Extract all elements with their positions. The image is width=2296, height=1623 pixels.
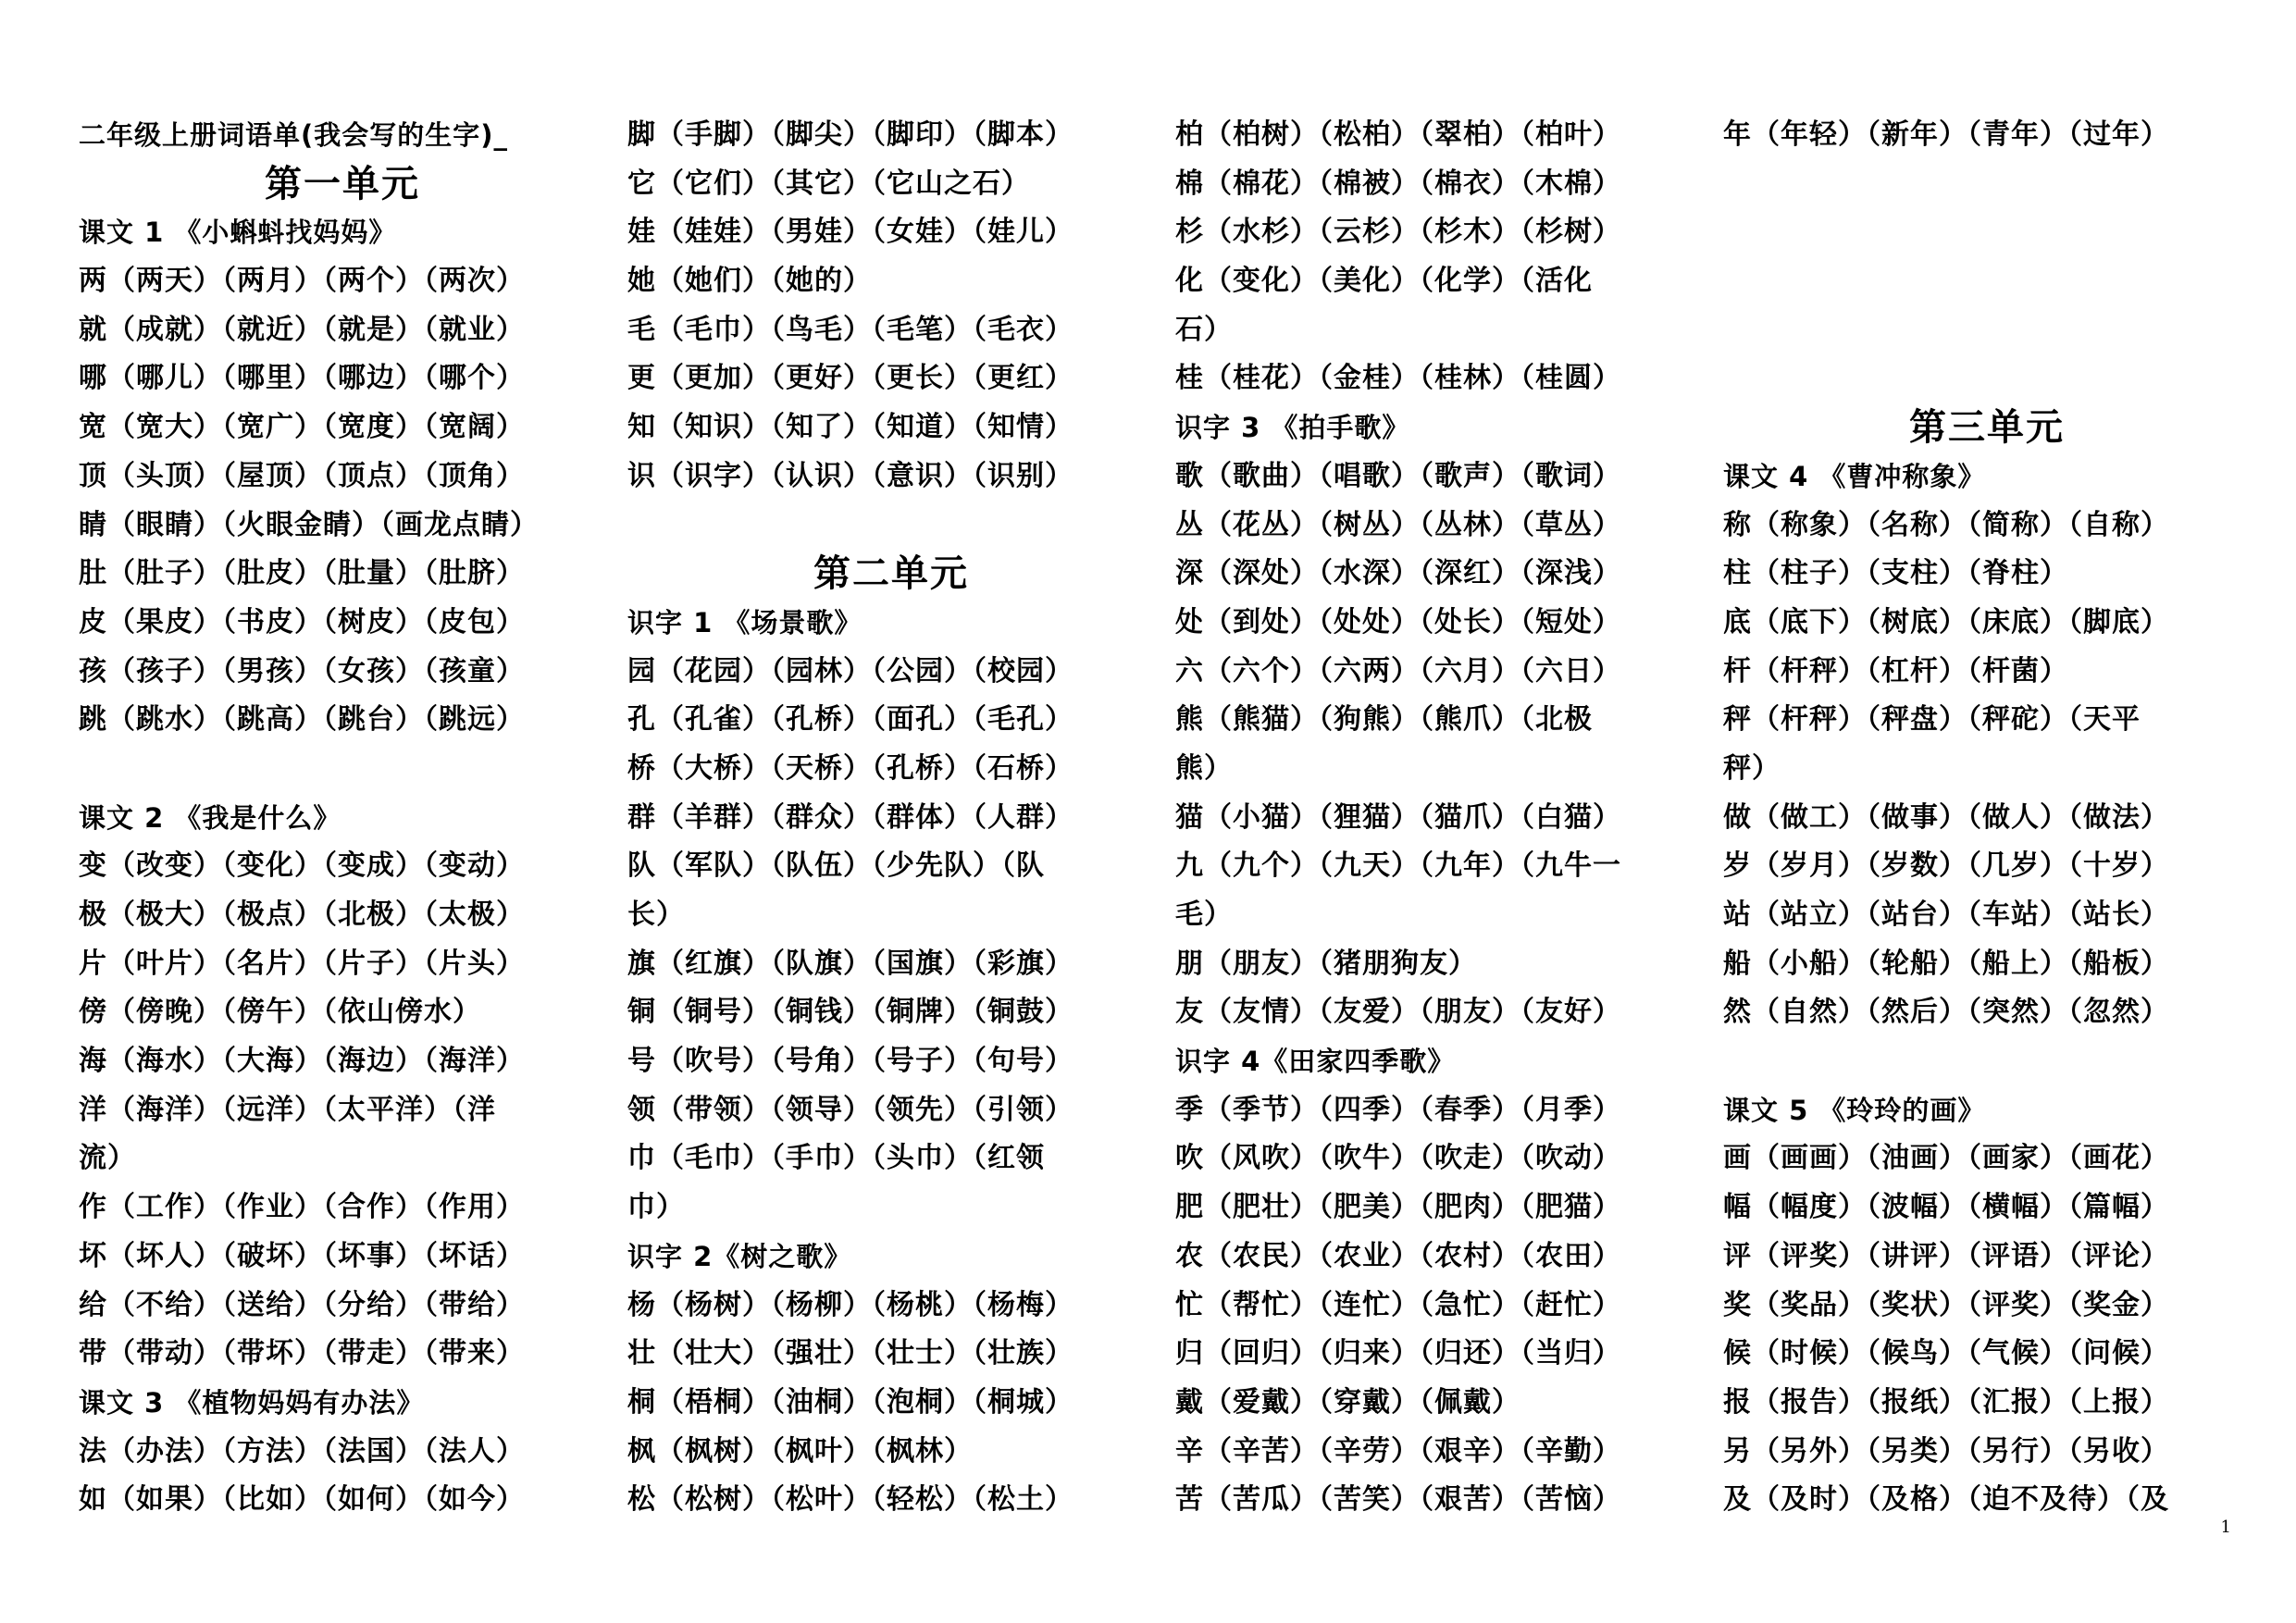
word-line: 柏（柏树）（松柏）（翠柏）（柏叶） [1175, 118, 1621, 151]
word-line: 报（报告）（报纸）（汇报）（上报） [1723, 1385, 2169, 1419]
blank-line [1723, 306, 2251, 355]
word-line: 旗（红旗）（队旗）（国旗）（彩旗） [627, 947, 1074, 980]
word-line: 她（她们）（她的） [627, 265, 872, 298]
blank-line [1723, 1037, 2251, 1086]
word-line: 顶（头顶）（屋顶）（顶点）（顶角） [79, 459, 525, 492]
column-3 [1175, 111, 1703, 1525]
word-line: 棉（棉花）（棉被）（棉衣）（木棉） [1175, 167, 1621, 200]
unit-heading: 第二单元 [813, 551, 969, 596]
word-line: 石） [1175, 313, 1233, 346]
lesson-heading: 课文 4 《曹冲称象》 [1723, 460, 1986, 492]
word-line: 辛（辛苦）（辛劳）（艰辛）（辛勤） [1175, 1434, 1621, 1468]
word-line: 奖（奖品）（奖状）（评奖）（奖金） [1723, 1288, 2169, 1321]
word-line: 杨（杨树）（杨柳）（杨桃）（杨梅） [627, 1288, 1074, 1321]
word-line: 号（吹号）（号角）（号子）（句号） [627, 1045, 1074, 1078]
word-line: 肚（肚子）（肚皮）（肚量）（肚脐） [79, 557, 525, 590]
word-line: 带（带动）（带坏）（带走）（带来） [79, 1337, 525, 1370]
lesson-heading: 课文 2 《我是什么》 [79, 801, 341, 834]
blank-line [79, 745, 606, 794]
word-line: 洋（海洋）（远洋）（太平洋）（洋 [79, 1093, 496, 1126]
word-line: 娃（娃娃）（男娃）（女娃）（娃儿） [627, 216, 1074, 249]
word-line: 长） [627, 898, 685, 931]
word-line: 归（回归）（归来）（归还）（当归） [1175, 1337, 1621, 1370]
word-line: 作（工作）（作业）（合作）（作用） [79, 1191, 525, 1224]
column-1 [79, 111, 606, 1525]
word-line: 农（农民）（农业）（农村）（农田） [1175, 1239, 1621, 1272]
lesson-heading: 识字 1 《场景歌》 [627, 606, 863, 638]
word-line: 九（九个）（九天）（九年）（九牛一 [1175, 849, 1621, 883]
word-line: 苦（苦瓜）（苦笑）（艰苦）（苦恼） [1175, 1483, 1621, 1517]
word-line: 法（办法）（方法）（法国）（法人） [79, 1434, 525, 1468]
unit-heading: 第三单元 [1909, 405, 2065, 450]
word-line: 它（它们）（其它）（它山之石） [627, 167, 1030, 200]
lesson-heading: 识字 3 《拍手歌》 [1175, 412, 1410, 444]
word-line: 候（时候）（候鸟）（气候）（问候） [1723, 1337, 2169, 1370]
word-line: 变（改变）（变化）（变成）（变动） [79, 849, 525, 883]
word-line: 枫（枫树）（枫叶）（枫林） [627, 1434, 973, 1468]
word-line: 底（底下）（树底）（床底）（脚底） [1723, 605, 2169, 638]
word-line: 流） [79, 1142, 136, 1175]
page-title: 二年级上册词语单(我会写的生字)_ [79, 119, 509, 151]
word-line: 猫（小猫）（狸猫）（猫爪）（白猫） [1175, 800, 1621, 834]
word-line: 就（成就）（就近）（就是）（就业） [79, 313, 525, 346]
word-line: 毛） [1175, 898, 1233, 931]
word-line: 评（评奖）（讲评）（评语）（评论） [1723, 1239, 2169, 1272]
word-line: 化（变化）（美化）（化学）（活化 [1175, 265, 1593, 298]
word-line: 处（到处）（处处）（处长）（短处） [1175, 605, 1621, 638]
blank-line [1723, 257, 2251, 306]
word-line: 孔（孔雀）（孔桥）（面孔）（毛孔） [627, 703, 1074, 737]
blank-line [1723, 354, 2251, 403]
column-2 [627, 111, 1155, 1525]
word-line: 及（及时）（及格）（迫不及待）（及 [1723, 1483, 2169, 1517]
word-line: 巾（毛巾）（手巾）（头巾）（红领 [627, 1142, 1045, 1175]
word-line: 毛（毛巾）（鸟毛）（毛笔）（毛衣） [627, 313, 1074, 346]
word-line: 队（军队）（队伍）（少先队）（队 [627, 849, 1045, 883]
word-line: 杆（杆秤）（杠杆）（杆菌） [1723, 654, 2068, 688]
word-line: 群（羊群）（群众）（群体）（人群） [627, 800, 1074, 834]
word-line: 熊） [1175, 751, 1233, 785]
word-line: 更（更加）（更好）（更长）（更红） [627, 362, 1074, 395]
word-line: 片（叶片）（名片）（片子）（片头） [79, 947, 525, 980]
word-line: 巾） [627, 1191, 685, 1224]
lesson-heading: 识字 2《树之歌》 [627, 1240, 852, 1272]
word-line: 知（知识）（知了）（知道）（知情） [627, 411, 1074, 444]
word-line: 宽（宽大）（宽广）（宽度）（宽阔） [79, 411, 525, 444]
word-line: 领（带领）（领导）（领先）（引领） [627, 1093, 1074, 1126]
word-line: 桐（梧桐）（油桐）（泡桐）（桐城） [627, 1385, 1074, 1419]
word-line: 六（六个）（六两）（六月）（六日） [1175, 654, 1621, 688]
word-line: 桥（大桥）（天桥）（孔桥）（石桥） [627, 751, 1074, 785]
word-line: 哪（哪儿）（哪里）（哪边）（哪个） [79, 362, 525, 395]
page-number: 1 [2220, 1518, 2231, 1537]
word-line: 跳（跳水）（跳高）（跳台）（跳远） [79, 703, 525, 737]
word-line: 忙（帮忙）（连忙）（急忙）（赶忙） [1175, 1288, 1621, 1321]
word-line: 肥（肥壮）（肥美）（肥肉）（肥猫） [1175, 1191, 1621, 1224]
word-line: 戴（爱戴）（穿戴）（佩戴） [1175, 1385, 1520, 1419]
word-line: 脚（手脚）（脚尖）（脚印）（脚本） [627, 118, 1074, 151]
word-line: 两（两天）（两月）（两个）（两次） [79, 265, 525, 298]
column-4 [1723, 111, 2251, 1525]
word-line: 柱（柱子）（支柱）（脊柱） [1723, 557, 2068, 590]
word-line: 极（极大）（极点）（北极）（太极） [79, 898, 525, 931]
word-line: 丛（花丛）（树丛）（丛林）（草丛） [1175, 508, 1621, 541]
word-line: 给（不给）（送给）（分给）（带给） [79, 1288, 525, 1321]
word-line: 岁（岁月）（岁数）（几岁）（十岁） [1723, 849, 2169, 883]
word-line: 深（深处）（水深）（深红）（深浅） [1175, 557, 1621, 590]
word-line: 年（年轻）（新年）（青年）（过年） [1723, 118, 2169, 151]
unit-heading: 第一单元 [265, 161, 420, 205]
word-line: 桂（桂花）（金桂）（桂林）（桂圆） [1175, 362, 1621, 395]
lesson-heading: 识字 4《田家四季歌》 [1175, 1046, 1456, 1078]
word-line: 友（友情）（友爱）（朋友）（友好） [1175, 996, 1621, 1029]
word-line: 坏（坏人）（破坏）（坏事）（坏话） [79, 1239, 525, 1272]
word-line: 站（站立）（站台）（车站）（站长） [1723, 898, 2169, 931]
word-line: 做（做工）（做事）（做人）（做法） [1723, 800, 2169, 834]
word-line: 海（海水）（大海）（海边）（海洋） [79, 1045, 525, 1078]
word-line: 船（小船）（轮船）（船上）（船板） [1723, 947, 2169, 980]
word-line: 松（松树）（松叶）（轻松）（松土） [627, 1483, 1074, 1517]
word-line: 铜（铜号）（铜钱）（铜牌）（铜鼓） [627, 996, 1074, 1029]
word-line: 睛（眼睛）（火眼金睛）（画龙点睛） [79, 508, 539, 541]
lesson-heading: 课文 3 《植物妈妈有办法》 [79, 1386, 425, 1419]
blank-line [1723, 160, 2251, 209]
word-line: 壮（壮大）（强壮）（壮士）（壮族） [627, 1337, 1074, 1370]
word-line: 秤） [1723, 751, 1781, 785]
word-line: 幅（幅度）（波幅）（横幅）（篇幅） [1723, 1191, 2169, 1224]
lesson-heading: 课文 1 《小蝌蚪找妈妈》 [79, 217, 397, 249]
word-line: 朋（朋友）（猪朋狗友） [1175, 947, 1477, 980]
word-line: 孩（孩子）（男孩）（女孩）（孩童） [79, 654, 525, 688]
word-line: 秤（杆秤）（秤盘）（秤砣）（天平 [1723, 703, 2141, 737]
word-line: 季（季节）（四季）（春季）（月季） [1175, 1093, 1621, 1126]
word-line: 称（称象）（名称）（简称）（自称） [1723, 508, 2169, 541]
word-line: 另（另外）（另类）（另行）（另收） [1723, 1434, 2169, 1468]
blank-line [627, 502, 1155, 551]
word-line: 歌（歌曲）（唱歌）（歌声）（歌词） [1175, 459, 1621, 492]
blank-line [1723, 208, 2251, 257]
word-line: 吹（风吹）（吹牛）（吹走）（吹动） [1175, 1142, 1621, 1175]
word-line: 园（花园）（园林）（公园）（校园） [627, 654, 1074, 688]
word-line: 杉（水杉）（云杉）（杉木）（杉树） [1175, 216, 1621, 249]
word-line: 画（画画）（油画）（画家）（画花） [1723, 1142, 2169, 1175]
word-line: 如（如果）（比如）（如何）（如今） [79, 1483, 525, 1517]
word-line: 识（识字）（认识）（意识）（识别） [627, 459, 1074, 492]
word-line: 熊（熊猫）（狗熊）（熊爪）（北极 [1175, 703, 1593, 737]
word-line: 然（自然）（然后）（突然）（忽然） [1723, 996, 2169, 1029]
word-line: 傍（傍晚）（傍午）（依山傍水） [79, 996, 481, 1029]
lesson-heading: 课文 5 《玲玲的画》 [1723, 1094, 1986, 1126]
word-line: 皮（果皮）（书皮）（树皮）（皮包） [79, 605, 525, 638]
